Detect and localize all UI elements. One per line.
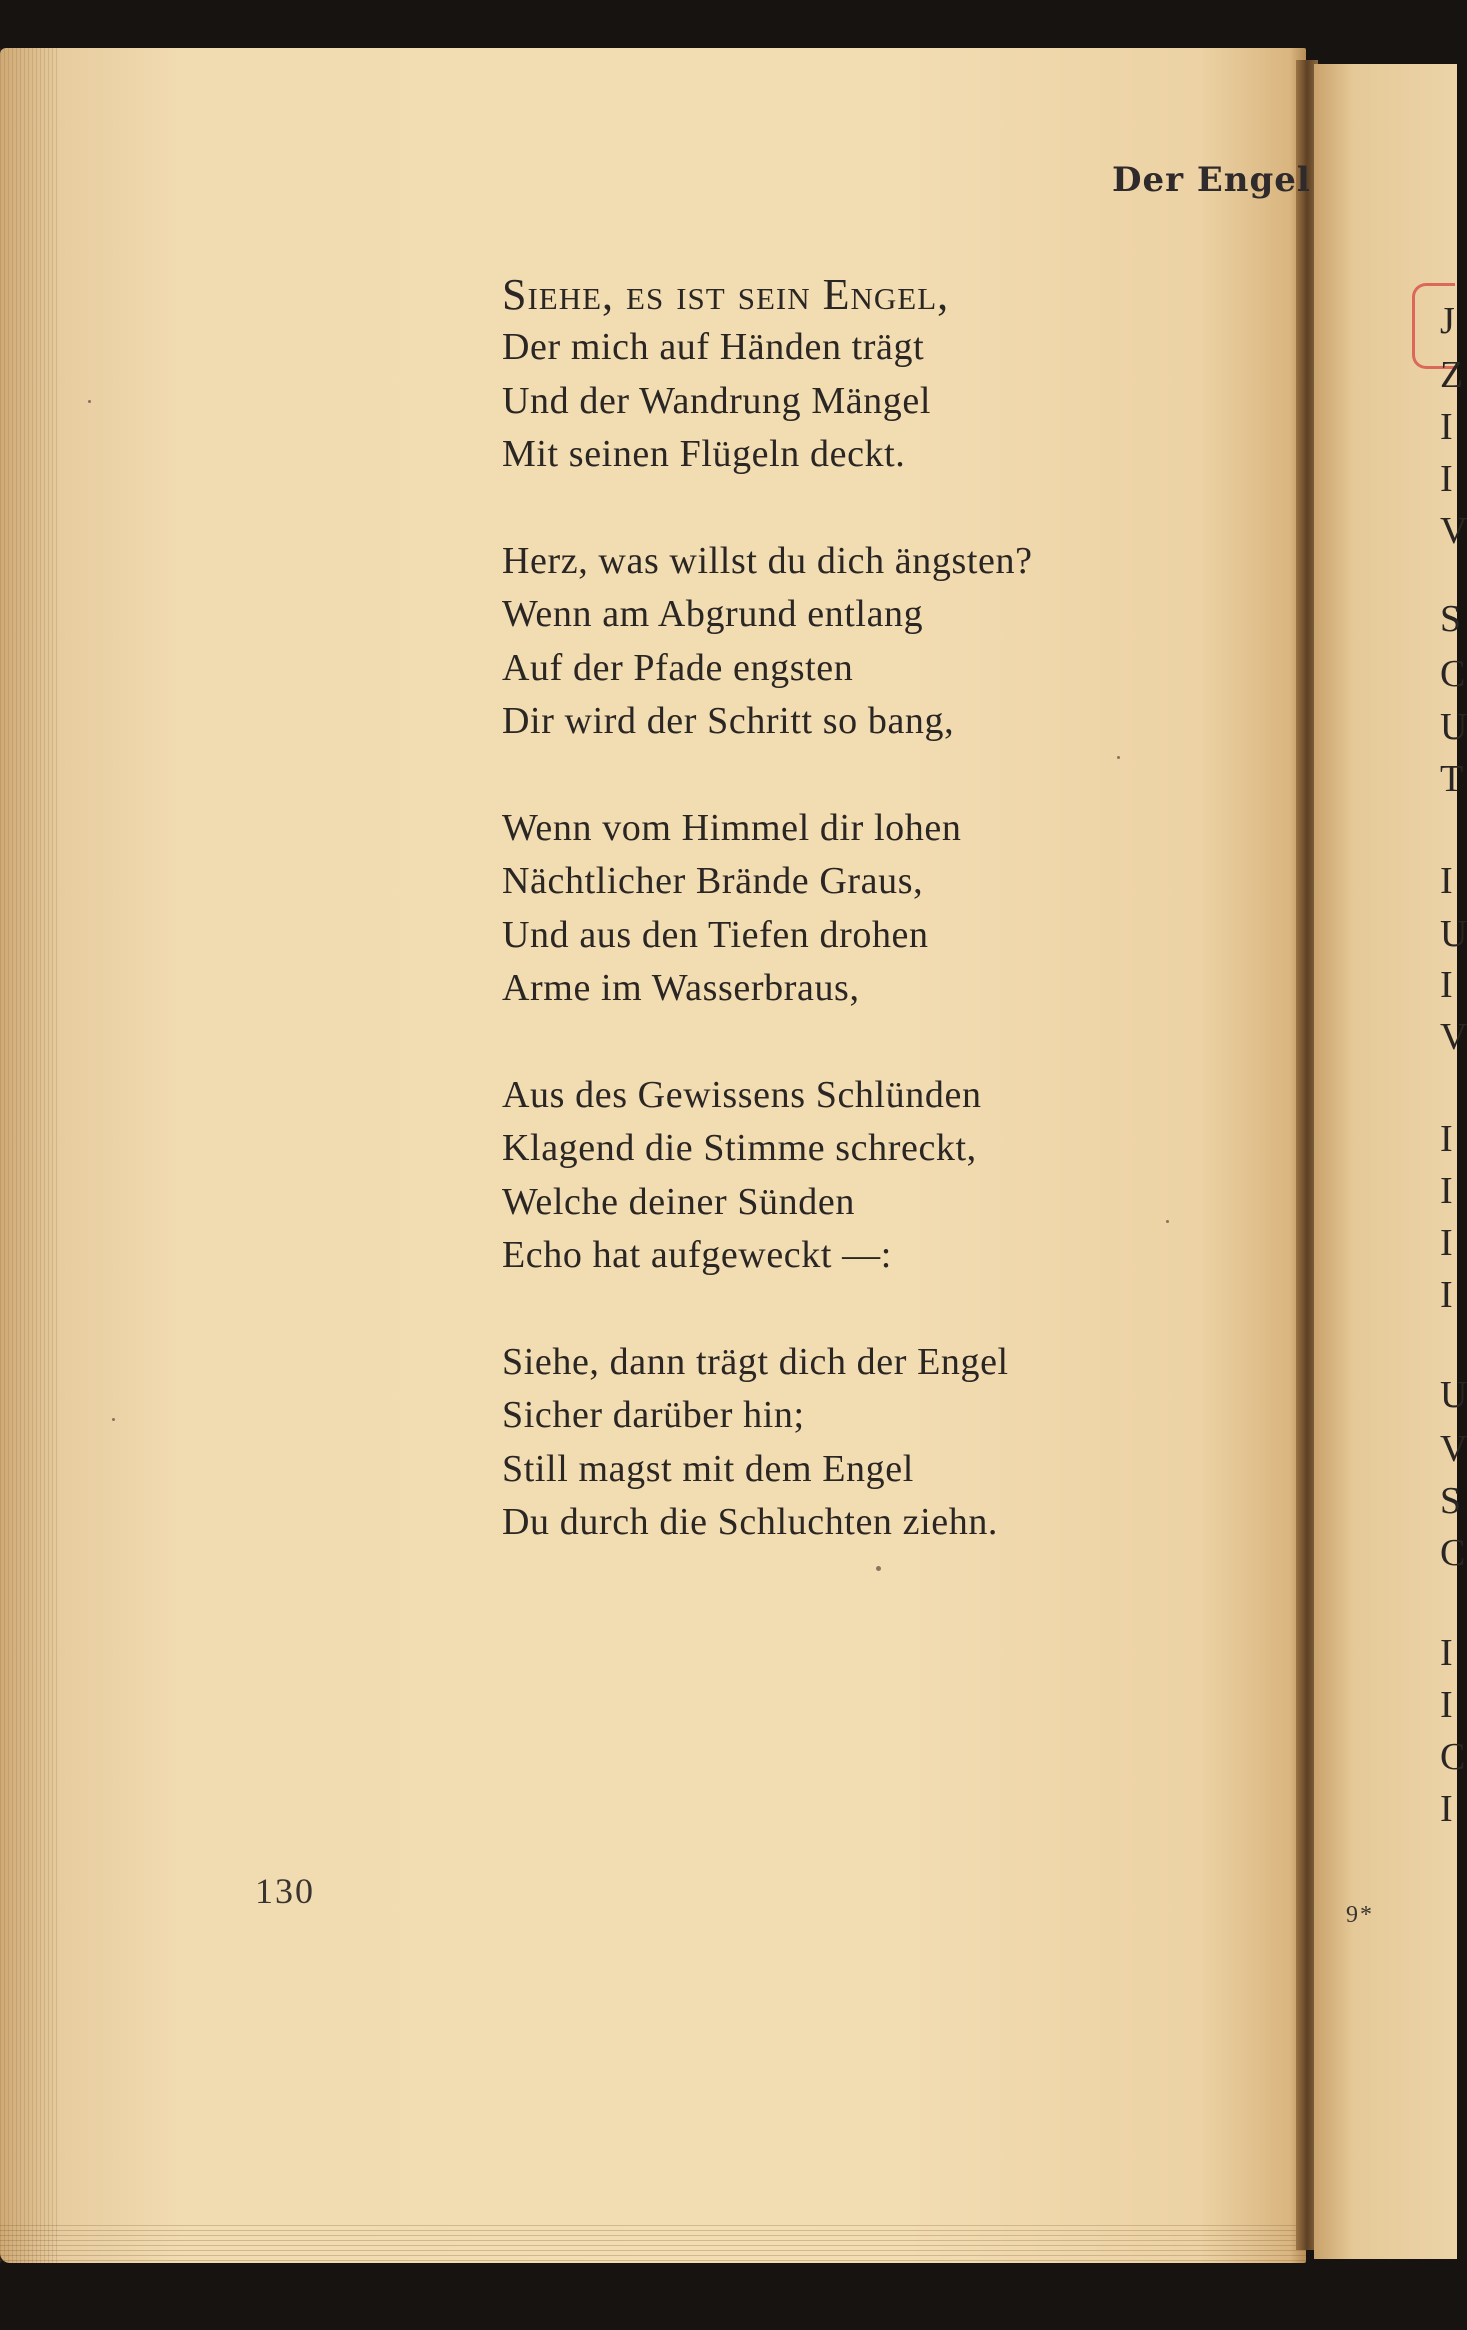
right-page-fragment: I [1440,458,1453,500]
poem-line: Der mich auf Händen trägt [502,326,925,369]
right-page-fragment: I [1440,406,1453,448]
right-page-fragment: I [1440,964,1453,1006]
right-page-fragment: Z [1440,354,1464,396]
right-page-fragment: U [1440,1374,1467,1416]
right-page-fragment: J [1440,300,1455,342]
poem-line: Und aus den Tiefen drohen [502,913,929,956]
paper-speck [1117,756,1120,759]
right-page-fragment: I [1440,1118,1453,1160]
right-page-fragment: U [1440,913,1467,955]
right-page-fragment: I [1440,860,1453,902]
right-page-fragment: C [1440,1736,1466,1778]
poem-line: Wenn vom Himmel dir lohen [502,806,962,849]
poem-line: Dir wird der Schritt so bang, [502,700,955,743]
poem-line: Sicher darüber hin; [502,1394,805,1437]
running-head: Der Engel [1112,160,1311,200]
page-number: 130 [255,1871,315,1911]
paper-speck [88,400,91,403]
right-page-fragment: U [1440,706,1467,748]
right-page-fragment: C [1440,1532,1466,1574]
stanza-5 [502,1336,1182,1550]
stanza-4 [502,1069,1182,1283]
right-page-fragment: S [1440,1480,1462,1522]
poem-line: Aus des Gewissens Schlünden [502,1073,982,1116]
right-page-fragment: I [1440,1632,1453,1674]
poem-line: Arme im Wasserbraus, [502,967,860,1010]
signature-mark: 9* [1346,1902,1374,1928]
poem-line: Wenn am Abgrund entlang [502,593,924,636]
right-page-fragment: I [1440,1684,1453,1726]
right-page-fragment: C [1440,653,1466,695]
paper-speck [112,1418,115,1421]
right-page-fragment: I [1440,1170,1453,1212]
poem-line: Auf der Pfade engsten [502,646,854,689]
page-bottom-edge [0,2225,1306,2265]
poem-line: Echo hat aufgeweckt —: [502,1234,892,1277]
right-page-text-fragments [1440,0,1467,2330]
right-page-fragment: I [1440,1274,1453,1316]
right-page [1314,64,1457,2259]
right-page-fragment: V [1440,510,1467,552]
poem-line: Klagend die Stimme schreckt, [502,1127,977,1170]
stanza-2 [502,535,1182,749]
poem-line: Du durch die Schluchten ziehn. [502,1500,999,1543]
poem [502,268,1182,1603]
right-page-fragment: V [1440,1016,1467,1058]
stanza-1 [502,268,1182,482]
right-page-fragment: S [1440,598,1462,640]
right-page-fragment: V [1440,1428,1467,1470]
poem-line: Still magst mit dem Engel [502,1447,914,1490]
right-page-fragment: I [1440,1788,1453,1830]
stanza-3 [502,802,1182,1016]
paper-speck [876,1566,881,1571]
poem-line: Siehe, es ist sein Engel, [502,270,950,319]
poem-line: Welche deiner Sünden [502,1180,855,1223]
poem-line: Siehe, dann trägt dich der Engel [502,1340,1009,1383]
poem-line: Nächtlicher Brände Graus, [502,860,924,903]
poem-line: Und der Wandrung Mängel [502,379,931,422]
right-page-fragment: I [1440,1222,1453,1264]
poem-line: Herz, was willst du dich ängsten? [502,539,1033,582]
poem-line: Mit seinen Flügeln deckt. [502,433,906,476]
paper-speck [1166,1220,1169,1223]
right-page-fragment: T [1440,758,1464,800]
page-edge-stack [0,48,60,2263]
